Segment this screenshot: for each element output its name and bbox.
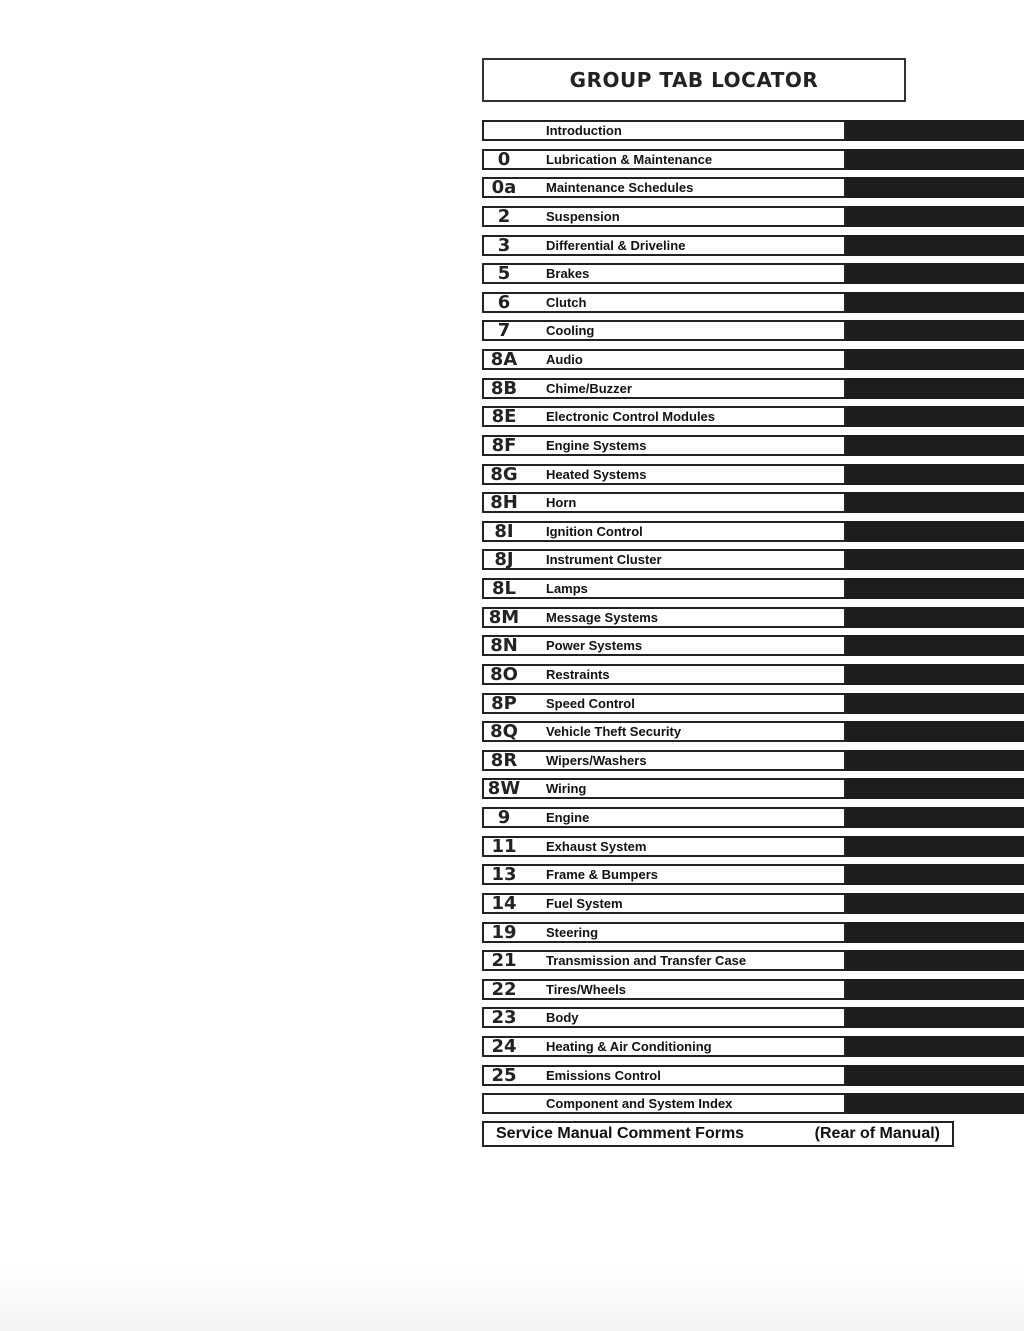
group-row-box xyxy=(482,922,846,943)
group-tab-marker[interactable] xyxy=(846,664,1024,685)
group-tab-marker[interactable] xyxy=(846,950,1024,971)
group-label: Engine xyxy=(546,810,590,825)
group-row[interactable] xyxy=(482,607,1024,628)
group-number: 8I xyxy=(494,520,514,542)
group-row[interactable] xyxy=(482,635,1024,656)
group-number: 8R xyxy=(490,749,518,771)
group-row[interactable] xyxy=(482,120,1024,141)
group-number: 5 xyxy=(497,263,511,285)
group-row-box xyxy=(482,1007,846,1028)
group-number: 6 xyxy=(497,291,511,313)
group-tab-marker[interactable] xyxy=(846,263,1024,284)
group-label: Message Systems xyxy=(546,609,659,625)
group-row[interactable] xyxy=(482,406,1024,427)
group-row[interactable] xyxy=(482,206,1024,227)
group-row-box xyxy=(482,664,846,685)
group-tab-marker[interactable] xyxy=(846,893,1024,914)
group-number: 8L xyxy=(492,578,516,599)
group-tab-marker[interactable] xyxy=(846,721,1024,742)
group-number: 7 xyxy=(497,320,511,342)
group-tab-marker[interactable] xyxy=(846,922,1024,943)
group-row[interactable] xyxy=(482,435,1024,456)
group-tab-marker[interactable] xyxy=(846,549,1024,570)
group-row[interactable] xyxy=(482,950,1024,971)
group-label: Differential & Driveline xyxy=(546,237,686,253)
group-tab-marker[interactable] xyxy=(846,607,1024,628)
group-row-box xyxy=(482,1065,846,1086)
group-label: Maintenance Schedules xyxy=(546,180,694,196)
group-row-box xyxy=(482,836,846,857)
group-label: Wipers/Washers xyxy=(546,752,647,768)
group-number: 8N xyxy=(490,635,518,657)
group-row-box xyxy=(482,292,846,313)
group-tab-marker[interactable] xyxy=(846,435,1024,456)
group-row-box xyxy=(482,521,846,542)
group-tab-marker[interactable] xyxy=(846,778,1024,799)
group-label: Frame & Bumpers xyxy=(546,867,658,883)
group-number: 14 xyxy=(491,892,517,914)
group-tab-marker[interactable] xyxy=(846,1093,1024,1114)
group-number xyxy=(484,120,524,141)
group-row[interactable] xyxy=(482,1007,1024,1028)
group-row-box xyxy=(482,549,846,570)
group-tab-marker[interactable] xyxy=(846,1065,1024,1086)
group-tab-marker[interactable] xyxy=(846,492,1024,513)
group-tab-marker[interactable] xyxy=(846,635,1024,656)
group-label: Engine Systems xyxy=(546,437,647,453)
group-row[interactable] xyxy=(482,149,1024,170)
group-row-box xyxy=(482,864,846,885)
group-row-box xyxy=(482,120,846,141)
group-label: Ignition Control xyxy=(546,523,643,539)
group-tab-marker[interactable] xyxy=(846,120,1024,141)
group-row-box xyxy=(482,893,846,914)
group-row[interactable] xyxy=(482,693,1024,714)
group-row[interactable] xyxy=(482,378,1024,399)
group-label: Transmission and Transfer Case xyxy=(546,953,747,969)
group-label: Clutch xyxy=(546,294,587,310)
group-label: Instrument Cluster xyxy=(546,552,662,568)
group-tab-marker[interactable] xyxy=(846,406,1024,427)
group-number: 8H xyxy=(490,492,518,514)
group-number: 8B xyxy=(490,377,518,399)
group-tab-marker[interactable] xyxy=(846,1007,1024,1028)
group-label: Horn xyxy=(546,495,577,511)
group-row[interactable] xyxy=(482,521,1024,542)
group-number: 8P xyxy=(491,692,517,714)
comment-forms-label: Service Manual Comment Forms xyxy=(496,1125,745,1142)
group-label: Brakes xyxy=(546,266,590,282)
group-number: 8G xyxy=(490,463,518,485)
group-number: 13 xyxy=(491,864,517,886)
group-label: Tires/Wheels xyxy=(546,981,626,997)
group-tab-marker[interactable] xyxy=(846,378,1024,399)
group-row[interactable] xyxy=(482,836,1024,857)
group-row-box xyxy=(482,378,846,399)
group-row[interactable] xyxy=(482,549,1024,570)
group-label: Steering xyxy=(546,924,599,940)
group-row-box xyxy=(482,979,846,1000)
group-number: 0 xyxy=(497,148,511,170)
group-label: Cooling xyxy=(546,323,595,339)
group-tab-list xyxy=(482,120,1024,1122)
group-label: Restraints xyxy=(546,666,610,682)
group-label: Vehicle Theft Security xyxy=(546,724,682,740)
group-row[interactable] xyxy=(482,778,1024,799)
group-number xyxy=(484,1093,524,1114)
group-label: Body xyxy=(546,1010,579,1026)
group-tab-marker[interactable] xyxy=(846,349,1024,370)
group-label: Speed Control xyxy=(546,695,635,711)
group-label: Lubrication & Maintenance xyxy=(546,151,713,167)
group-row[interactable] xyxy=(482,979,1024,1000)
group-row[interactable] xyxy=(482,320,1024,341)
group-label: Wiring xyxy=(546,781,587,797)
group-label: Suspension xyxy=(546,208,620,224)
group-row[interactable] xyxy=(482,1093,1024,1114)
group-row[interactable] xyxy=(482,721,1024,742)
comment-forms-location: (Rear of Manual) xyxy=(814,1125,940,1142)
group-tab-marker[interactable] xyxy=(846,693,1024,714)
group-row-box xyxy=(482,464,846,485)
group-row[interactable] xyxy=(482,807,1024,828)
group-number: 22 xyxy=(491,978,517,1000)
group-number: 8E xyxy=(491,406,517,428)
group-tab-marker[interactable] xyxy=(846,206,1024,227)
group-number: 11 xyxy=(491,835,517,857)
group-tab-marker[interactable] xyxy=(846,235,1024,256)
group-label: Heating & Air Conditioning xyxy=(546,1039,712,1054)
group-row[interactable] xyxy=(482,1065,1024,1086)
group-tab-marker[interactable] xyxy=(846,807,1024,828)
group-label: Lamps xyxy=(546,581,588,596)
group-row[interactable] xyxy=(482,492,1024,513)
group-number: 3 xyxy=(497,234,511,256)
group-number: 23 xyxy=(491,1007,517,1029)
group-row-box xyxy=(482,778,846,799)
group-tab-marker[interactable] xyxy=(846,979,1024,1000)
group-tab-marker[interactable] xyxy=(846,864,1024,885)
group-label: Introduction xyxy=(546,123,622,138)
group-row-box xyxy=(482,693,846,714)
group-tab-marker[interactable] xyxy=(846,750,1024,771)
group-row[interactable] xyxy=(482,864,1024,885)
group-row[interactable] xyxy=(482,235,1024,256)
group-number: 8A xyxy=(490,349,518,370)
group-number: 19 xyxy=(491,921,517,943)
group-row[interactable] xyxy=(482,664,1024,685)
group-label: Emissions Control xyxy=(546,1067,661,1083)
group-tab-marker[interactable] xyxy=(846,521,1024,542)
group-row[interactable] xyxy=(482,292,1024,313)
group-label: Fuel System xyxy=(546,895,623,911)
group-number: 8O xyxy=(490,663,518,685)
group-number: 2 xyxy=(497,205,511,227)
group-tab-marker[interactable] xyxy=(846,578,1024,599)
group-label: Exhaust System xyxy=(546,838,647,854)
group-number: 8W xyxy=(487,778,521,800)
group-row-box xyxy=(482,635,846,656)
group-tab-marker[interactable] xyxy=(846,1036,1024,1057)
group-row[interactable] xyxy=(482,349,1024,370)
group-row-box xyxy=(482,750,846,771)
group-row[interactable] xyxy=(482,893,1024,914)
group-row[interactable] xyxy=(482,263,1024,284)
group-row[interactable] xyxy=(482,464,1024,485)
group-row-box xyxy=(482,320,846,341)
group-row[interactable] xyxy=(482,578,1024,599)
group-tab-marker[interactable] xyxy=(846,464,1024,485)
group-label: Chime/Buzzer xyxy=(546,380,632,396)
comment-forms-box xyxy=(482,1121,954,1147)
group-number: 0a xyxy=(491,177,517,199)
group-number: 8J xyxy=(494,549,514,571)
group-label: Audio xyxy=(546,352,583,367)
group-row-box xyxy=(482,607,846,628)
group-row-box xyxy=(482,807,846,828)
group-tab-marker[interactable] xyxy=(846,320,1024,341)
group-label: Component and System Index xyxy=(546,1096,733,1112)
group-row[interactable] xyxy=(482,1036,1024,1057)
group-label: Electronic Control Modules xyxy=(546,409,716,425)
group-number: 25 xyxy=(491,1064,517,1086)
group-row-box xyxy=(482,349,846,370)
page-title: GROUP TAB LOCATOR xyxy=(482,58,906,102)
group-row-box xyxy=(482,578,846,599)
group-row-box xyxy=(482,206,846,227)
group-tab-marker[interactable] xyxy=(846,836,1024,857)
group-tab-marker[interactable] xyxy=(846,292,1024,313)
group-label: Heated Systems xyxy=(546,466,647,482)
group-row-box xyxy=(482,263,846,284)
group-number: 8F xyxy=(491,434,517,456)
group-number: 9 xyxy=(497,807,511,828)
group-number: 24 xyxy=(491,1036,517,1057)
group-number: 21 xyxy=(491,950,517,972)
group-tab-marker[interactable] xyxy=(846,177,1024,198)
group-label: Power Systems xyxy=(546,638,643,654)
group-row[interactable] xyxy=(482,750,1024,771)
group-row-box xyxy=(482,492,846,513)
group-row[interactable] xyxy=(482,177,1024,198)
group-number: 8Q xyxy=(490,721,518,743)
group-tab-marker[interactable] xyxy=(846,149,1024,170)
group-row[interactable] xyxy=(482,922,1024,943)
group-row-box xyxy=(482,435,846,456)
group-number: 8M xyxy=(488,606,520,628)
